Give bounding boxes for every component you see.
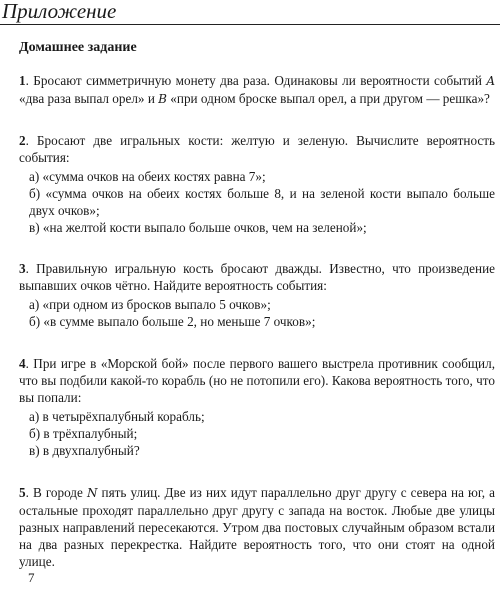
task-number: 2 — [19, 133, 26, 148]
task-item: в) в двухпалубный? — [29, 443, 140, 458]
task-text: . Бросают симметричную монету два раза. Одинаковы ли вероятности событий — [25, 73, 487, 88]
task-4 — [19, 355, 495, 406]
task-text: «два раза выпал орел» и — [19, 91, 159, 106]
task-2 — [19, 132, 495, 166]
page-number: 7 — [28, 570, 35, 585]
task-1 — [19, 72, 495, 108]
task-item: а) «сумма очков на обеих костях равна 7»; — [29, 169, 266, 184]
task-5 — [19, 484, 495, 570]
task-number: 5 — [19, 485, 26, 500]
page-content — [19, 40, 495, 570]
task-3-items — [19, 296, 495, 330]
task-text: . Правильную игральную кость бросают дважды. Известно, что произведение выпавших очков чётно. Найдите вероятность события: — [19, 261, 495, 293]
task-item: б) «в сумме выпало больше 2, но меньше 7 очков»; — [29, 314, 316, 329]
task-text: пять улиц. Две из них идут параллельно друг другу с севера на юг, а остальные проходят параллельно друг другу с запада на восток. Любые две улицы разных направлений пересекаются. Утром два постовых случайным образом встали на два разных перекрестка. Найдите вероятность того, что они стоят на одной улице. — [19, 485, 495, 569]
task-3 — [19, 260, 495, 294]
event-variable: B — [158, 92, 167, 106]
task-number: 1 — [19, 73, 26, 88]
task-text: «при одном броске выпал орел, а при другом — решка»? — [167, 91, 490, 106]
task-text: . При игре в «Морской бой» после первого вашего выстрела противник сообщил, что вы подбили какой-то корабль (но не потопили его). Какова вероятность того, что вы попали: — [19, 356, 495, 405]
task-item: а) «при одном из бросков выпало 5 очков»; — [29, 297, 271, 312]
task-4-items — [19, 408, 495, 459]
task-item: б) в трёхпалубный; — [29, 426, 138, 441]
city-variable: N — [86, 486, 98, 500]
task-item: в) «на желтой кости выпало больше очков, чем на зеленой»; — [29, 220, 367, 235]
header-title: Приложение — [2, 0, 117, 23]
task-text: . В городе — [25, 485, 87, 500]
event-variable: A — [486, 74, 495, 88]
task-item: а) в четырёхпалубный корабль; — [29, 409, 205, 424]
section-title: Домашнее задание — [19, 40, 137, 55]
task-2-items — [19, 168, 495, 236]
task-number: 4 — [19, 356, 26, 371]
page-header — [0, 0, 500, 25]
task-item: б) «сумма очков на обеих костях больше 8, и на зеленой кости выпало больше двух очков»; — [29, 186, 495, 218]
task-text: . Бросают две игральных кости: желтую и зеленую. Вычислите вероятность события: — [19, 133, 495, 165]
task-number: 3 — [19, 261, 26, 276]
